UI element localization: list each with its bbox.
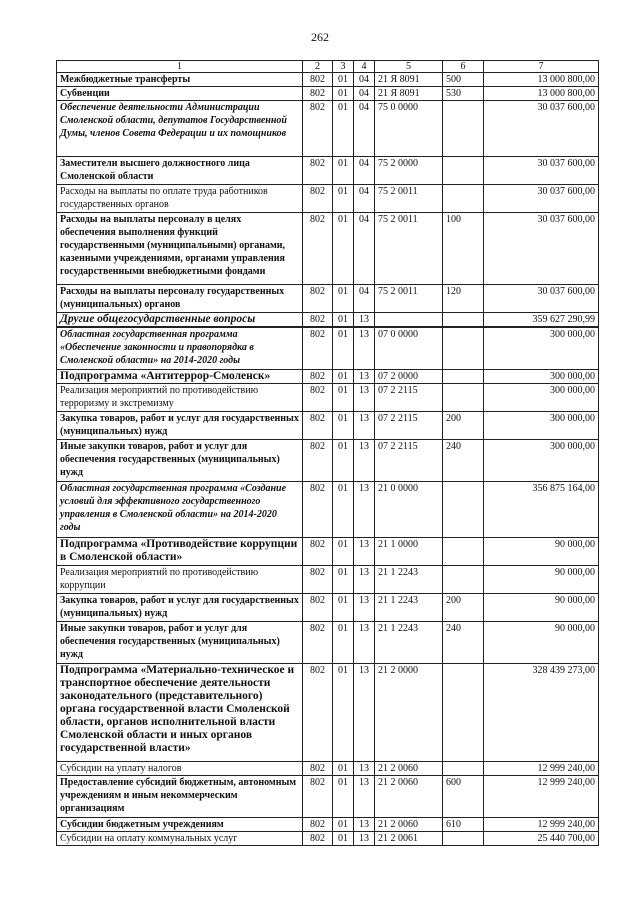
ministry-code-cell: 802 — [303, 831, 333, 845]
ministry-code-cell: 802 — [303, 369, 333, 383]
subsection-code-cell: 13 — [354, 439, 375, 481]
expense-type-code-cell: 100 — [443, 213, 484, 285]
item-name-cell: Другие общегосударственные вопросы — [57, 313, 303, 328]
target-item-code-cell: 21 1 2243 — [375, 593, 443, 621]
target-item-code-cell: 75 0 0000 — [375, 101, 443, 157]
target-item-code-cell: 21 2 0060 — [375, 817, 443, 831]
amount-cell: 30 037 600,00 — [484, 213, 599, 285]
header-col-6: 6 — [443, 61, 484, 73]
budget-table-body — [57, 73, 599, 846]
item-name-cell: Обеспечение деятельности Администрации Смоленской области, депутатов Государственной Думы, членов Совета Федерации и их помощников — [57, 101, 303, 157]
section-code-cell: 01 — [333, 383, 354, 411]
item-name-cell: Иные закупки товаров, работ и услуг для обеспечения государственных (муниципальных) нужд — [57, 621, 303, 663]
ministry-code-cell: 802 — [303, 593, 333, 621]
item-name-cell: Субсидии бюджетным учреждениям — [57, 817, 303, 831]
section-code-cell: 01 — [333, 101, 354, 157]
expense-type-code-cell: 240 — [443, 439, 484, 481]
section-code-cell: 01 — [333, 185, 354, 213]
item-name-cell: Субсидии на оплату коммунальных услуг — [57, 831, 303, 845]
table-row — [57, 327, 599, 369]
ministry-code-cell: 802 — [303, 383, 333, 411]
item-name-cell: Закупка товаров, работ и услуг для государственных (муниципальных) нужд — [57, 593, 303, 621]
target-item-code-cell: 75 2 0011 — [375, 285, 443, 313]
subsection-code-cell: 13 — [354, 621, 375, 663]
ministry-code-cell: 802 — [303, 87, 333, 101]
section-code-cell: 01 — [333, 411, 354, 439]
section-code-cell: 01 — [333, 439, 354, 481]
section-code-cell: 01 — [333, 817, 354, 831]
subsection-code-cell: 13 — [354, 593, 375, 621]
amount-cell: 30 037 600,00 — [484, 101, 599, 157]
expense-type-code-cell: 500 — [443, 73, 484, 87]
ministry-code-cell: 802 — [303, 663, 333, 761]
ministry-code-cell: 802 — [303, 157, 333, 185]
subsection-code-cell: 13 — [354, 817, 375, 831]
subsection-code-cell: 13 — [354, 327, 375, 369]
section-code-cell: 01 — [333, 537, 354, 565]
amount-cell: 90 000,00 — [484, 565, 599, 593]
section-code-cell: 01 — [333, 369, 354, 383]
expense-type-code-cell — [443, 313, 484, 328]
table-row — [57, 663, 599, 761]
expense-type-code-cell: 240 — [443, 621, 484, 663]
subsection-code-cell: 04 — [354, 213, 375, 285]
expense-type-code-cell — [443, 481, 484, 537]
amount-cell: 30 037 600,00 — [484, 157, 599, 185]
amount-cell: 30 037 600,00 — [484, 185, 599, 213]
header-col-5: 5 — [375, 61, 443, 73]
target-item-code-cell: 21 Я 8091 — [375, 87, 443, 101]
item-name-cell: Закупка товаров, работ и услуг для государственных (муниципальных) нужд — [57, 411, 303, 439]
amount-cell: 90 000,00 — [484, 593, 599, 621]
table-row — [57, 817, 599, 831]
item-name-cell: Расходы на выплаты по оплате труда работников государственных органов — [57, 185, 303, 213]
subsection-code-cell: 13 — [354, 761, 375, 775]
amount-cell: 12 999 240,00 — [484, 817, 599, 831]
section-code-cell: 01 — [333, 213, 354, 285]
amount-cell: 12 999 240,00 — [484, 775, 599, 817]
table-row — [57, 285, 599, 313]
section-code-cell: 01 — [333, 663, 354, 761]
budget-table — [56, 60, 599, 846]
section-code-cell: 01 — [333, 565, 354, 593]
item-name-cell: Предоставление субсидий бюджетным, автономным учреждениям и иным некоммерческим организациям — [57, 775, 303, 817]
section-code-cell: 01 — [333, 87, 354, 101]
table-row — [57, 411, 599, 439]
target-item-code-cell: 75 2 0011 — [375, 213, 443, 285]
item-name-cell: Подпрограмма «Материально-техническое и транспортное обеспечение деятельности законодательного (представительного) органа государственной власти Смоленской области, органов исполнительной власти Смоленской области и иных органов государственной власти» — [57, 663, 303, 761]
expense-type-code-cell: 120 — [443, 285, 484, 313]
ministry-code-cell: 802 — [303, 817, 333, 831]
amount-cell: 300 000,00 — [484, 369, 599, 383]
section-code-cell: 01 — [333, 285, 354, 313]
expense-type-code-cell — [443, 537, 484, 565]
header-row — [57, 61, 599, 73]
table-row — [57, 439, 599, 481]
subsection-code-cell: 13 — [354, 663, 375, 761]
amount-cell: 300 000,00 — [484, 411, 599, 439]
item-name-cell: Субвенции — [57, 87, 303, 101]
amount-cell: 90 000,00 — [484, 621, 599, 663]
ministry-code-cell: 802 — [303, 775, 333, 817]
item-name-cell: Иные закупки товаров, работ и услуг для обеспечения государственных (муниципальных) нужд — [57, 439, 303, 481]
expense-type-code-cell: 200 — [443, 593, 484, 621]
target-item-code-cell: 75 2 0000 — [375, 157, 443, 185]
ministry-code-cell: 802 — [303, 327, 333, 369]
ministry-code-cell: 802 — [303, 101, 333, 157]
section-code-cell: 01 — [333, 621, 354, 663]
subsection-code-cell: 04 — [354, 73, 375, 87]
table-row — [57, 101, 599, 157]
ministry-code-cell: 802 — [303, 313, 333, 328]
target-item-code-cell: 21 2 0000 — [375, 663, 443, 761]
subsection-code-cell: 04 — [354, 87, 375, 101]
subsection-code-cell: 04 — [354, 157, 375, 185]
subsection-code-cell: 13 — [354, 565, 375, 593]
table-row — [57, 537, 599, 565]
amount-cell: 25 440 700,00 — [484, 831, 599, 845]
target-item-code-cell: 21 2 0060 — [375, 775, 443, 817]
target-item-code-cell: 21 2 0061 — [375, 831, 443, 845]
ministry-code-cell: 802 — [303, 565, 333, 593]
header-col-4: 4 — [354, 61, 375, 73]
item-name-cell: Подпрограмма «Антитеррор-Смоленск» — [57, 369, 303, 383]
expense-type-code-cell — [443, 383, 484, 411]
subsection-code-cell: 13 — [354, 537, 375, 565]
expense-type-code-cell — [443, 663, 484, 761]
table-row — [57, 369, 599, 383]
table-row — [57, 313, 599, 328]
target-item-code-cell: 21 1 2243 — [375, 565, 443, 593]
section-code-cell: 01 — [333, 73, 354, 87]
subsection-code-cell: 13 — [354, 481, 375, 537]
expense-type-code-cell — [443, 831, 484, 845]
header-col-3: 3 — [333, 61, 354, 73]
amount-cell: 300 000,00 — [484, 383, 599, 411]
table-row — [57, 87, 599, 101]
subsection-code-cell: 13 — [354, 369, 375, 383]
ministry-code-cell: 802 — [303, 439, 333, 481]
subsection-code-cell: 04 — [354, 185, 375, 213]
ministry-code-cell: 802 — [303, 481, 333, 537]
item-name-cell: Подпрограмма «Противодействие коррупции в Смоленской области» — [57, 537, 303, 565]
table-row — [57, 383, 599, 411]
amount-cell: 300 000,00 — [484, 327, 599, 369]
table-row — [57, 481, 599, 537]
expense-type-code-cell — [443, 761, 484, 775]
target-item-code-cell: 21 2 0060 — [375, 761, 443, 775]
item-name-cell: Расходы на выплаты персоналу государственных (муниципальных) органов — [57, 285, 303, 313]
target-item-code-cell: 21 Я 8091 — [375, 73, 443, 87]
section-code-cell: 01 — [333, 313, 354, 328]
ministry-code-cell: 802 — [303, 285, 333, 313]
target-item-code-cell: 07 2 0000 — [375, 369, 443, 383]
item-name-cell: Субсидии на уплату налогов — [57, 761, 303, 775]
expense-type-code-cell: 600 — [443, 775, 484, 817]
target-item-code-cell: 21 0 0000 — [375, 481, 443, 537]
section-code-cell: 01 — [333, 593, 354, 621]
amount-cell: 13 000 800,00 — [484, 87, 599, 101]
target-item-code-cell: 07 2 2115 — [375, 411, 443, 439]
subsection-code-cell: 04 — [354, 285, 375, 313]
ministry-code-cell: 802 — [303, 621, 333, 663]
header-col-7: 7 — [484, 61, 599, 73]
target-item-code-cell: 21 1 2243 — [375, 621, 443, 663]
amount-cell: 12 999 240,00 — [484, 761, 599, 775]
header-col-1: 1 — [57, 61, 303, 73]
subsection-code-cell: 13 — [354, 383, 375, 411]
expense-type-code-cell: 200 — [443, 411, 484, 439]
expense-type-code-cell — [443, 369, 484, 383]
item-name-cell: Областная государственная программа «Создание условий для эффективного государственного управления в Смоленской области» на 2014-2020 годы — [57, 481, 303, 537]
subsection-code-cell: 13 — [354, 313, 375, 328]
subsection-code-cell: 13 — [354, 411, 375, 439]
header-col-2: 2 — [303, 61, 333, 73]
table-row — [57, 157, 599, 185]
expense-type-code-cell — [443, 327, 484, 369]
expense-type-code-cell — [443, 565, 484, 593]
ministry-code-cell: 802 — [303, 73, 333, 87]
amount-cell: 359 627 290,99 — [484, 313, 599, 328]
subsection-code-cell: 13 — [354, 775, 375, 817]
ministry-code-cell: 802 — [303, 185, 333, 213]
expense-type-code-cell — [443, 101, 484, 157]
target-item-code-cell: 07 2 2115 — [375, 439, 443, 481]
amount-cell: 356 875 164,00 — [484, 481, 599, 537]
ministry-code-cell: 802 — [303, 537, 333, 565]
section-code-cell: 01 — [333, 761, 354, 775]
table-row — [57, 213, 599, 285]
subsection-code-cell: 04 — [354, 101, 375, 157]
table-row — [57, 775, 599, 817]
amount-cell: 90 000,00 — [484, 537, 599, 565]
amount-cell: 30 037 600,00 — [484, 285, 599, 313]
item-name-cell: Межбюджетные трансферты — [57, 73, 303, 87]
target-item-code-cell: 07 2 2115 — [375, 383, 443, 411]
expense-type-code-cell: 530 — [443, 87, 484, 101]
table-row — [57, 73, 599, 87]
page-number: 262 — [311, 30, 329, 44]
item-name-cell: Заместители высшего должностного лица Смоленской области — [57, 157, 303, 185]
section-code-cell: 01 — [333, 775, 354, 817]
ministry-code-cell: 802 — [303, 761, 333, 775]
target-item-code-cell — [375, 313, 443, 328]
table-row — [57, 185, 599, 213]
section-code-cell: 01 — [333, 481, 354, 537]
table-row — [57, 831, 599, 845]
expense-type-code-cell — [443, 157, 484, 185]
table-row — [57, 761, 599, 775]
item-name-cell: Областная государственная программа «Обеспечение законности и правопорядка в Смоленской области» на 2014-2020 годы — [57, 327, 303, 369]
amount-cell: 13 000 800,00 — [484, 73, 599, 87]
expense-type-code-cell: 610 — [443, 817, 484, 831]
table-row — [57, 621, 599, 663]
subsection-code-cell: 13 — [354, 831, 375, 845]
section-code-cell: 01 — [333, 157, 354, 185]
ministry-code-cell: 802 — [303, 411, 333, 439]
target-item-code-cell: 75 2 0011 — [375, 185, 443, 213]
table-row — [57, 565, 599, 593]
amount-cell: 328 439 273,00 — [484, 663, 599, 761]
amount-cell: 300 000,00 — [484, 439, 599, 481]
target-item-code-cell: 21 1 0000 — [375, 537, 443, 565]
table-row — [57, 593, 599, 621]
ministry-code-cell: 802 — [303, 213, 333, 285]
section-code-cell: 01 — [333, 327, 354, 369]
item-name-cell: Реализация мероприятий по противодействию терроризму и экстремизму — [57, 383, 303, 411]
target-item-code-cell: 07 0 0000 — [375, 327, 443, 369]
section-code-cell: 01 — [333, 831, 354, 845]
item-name-cell: Реализация мероприятий по противодействию коррупции — [57, 565, 303, 593]
item-name-cell: Расходы на выплаты персоналу в целях обеспечения выполнения функций государственными (муниципальными) органами, казенными учреждениями, органами управления государственными внебюджетными фондами — [57, 213, 303, 285]
expense-type-code-cell — [443, 185, 484, 213]
